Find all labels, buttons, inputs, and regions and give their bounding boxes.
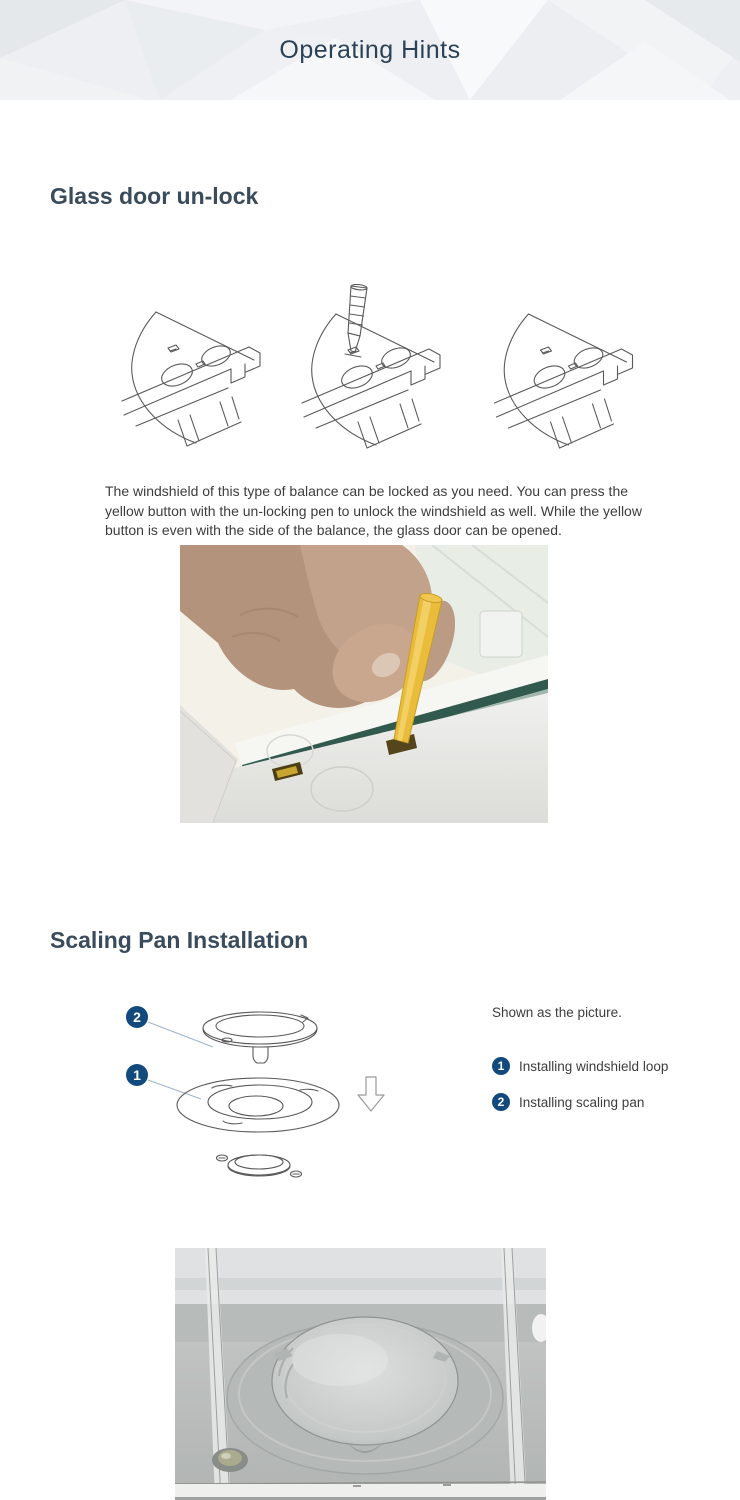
header-banner xyxy=(0,0,740,100)
step-1-label: Installing windshield loop xyxy=(519,1058,669,1074)
diagram-caption: Shown as the picture. xyxy=(492,1005,622,1020)
page-title: Operating Hints xyxy=(279,36,461,64)
svg-text:2: 2 xyxy=(133,1009,141,1025)
step-2-label: Installing scaling pan xyxy=(519,1094,645,1110)
unlock-step-pressing-pen-illustration xyxy=(290,284,445,450)
chamber-back-wall xyxy=(175,1248,546,1306)
callout-badge-1 xyxy=(126,1064,148,1086)
unlock-step-locked-illustration xyxy=(120,298,265,450)
installed-pan-photo xyxy=(175,1248,546,1500)
chamber-base-front xyxy=(175,1482,546,1500)
svg-text:1: 1 xyxy=(133,1067,141,1083)
unlock-pen-photo xyxy=(180,545,548,823)
down-arrow-icon xyxy=(358,1077,384,1111)
pan-installation-diagram xyxy=(115,995,405,1190)
windshield-loop-drawing xyxy=(177,1078,339,1132)
callout-badge-2 xyxy=(126,1006,148,1028)
glass-door-description: The windshield of this type of balance can be locked as you need. You can press the yellow button with the un-locking pen to unlock the windshield as well. While the yellow button is even with the side of the balance, the glass door can be opened. xyxy=(105,483,642,538)
step-2-number-badge: 2 xyxy=(492,1093,510,1111)
install-step-1 xyxy=(492,1057,668,1075)
section-heading-scaling-pan: Scaling Pan Installation xyxy=(50,927,309,954)
unlock-step-unlocked-illustration xyxy=(490,300,640,450)
bubble-level xyxy=(212,1448,248,1472)
step-1-number-badge: 1 xyxy=(492,1057,510,1075)
install-step-2 xyxy=(492,1093,644,1111)
section-heading-glass-door: Glass door un-lock xyxy=(50,183,259,210)
retaining-ring-drawing xyxy=(217,1155,302,1177)
scaling-pan-drawing xyxy=(203,1012,317,1063)
door-handle xyxy=(480,611,522,657)
